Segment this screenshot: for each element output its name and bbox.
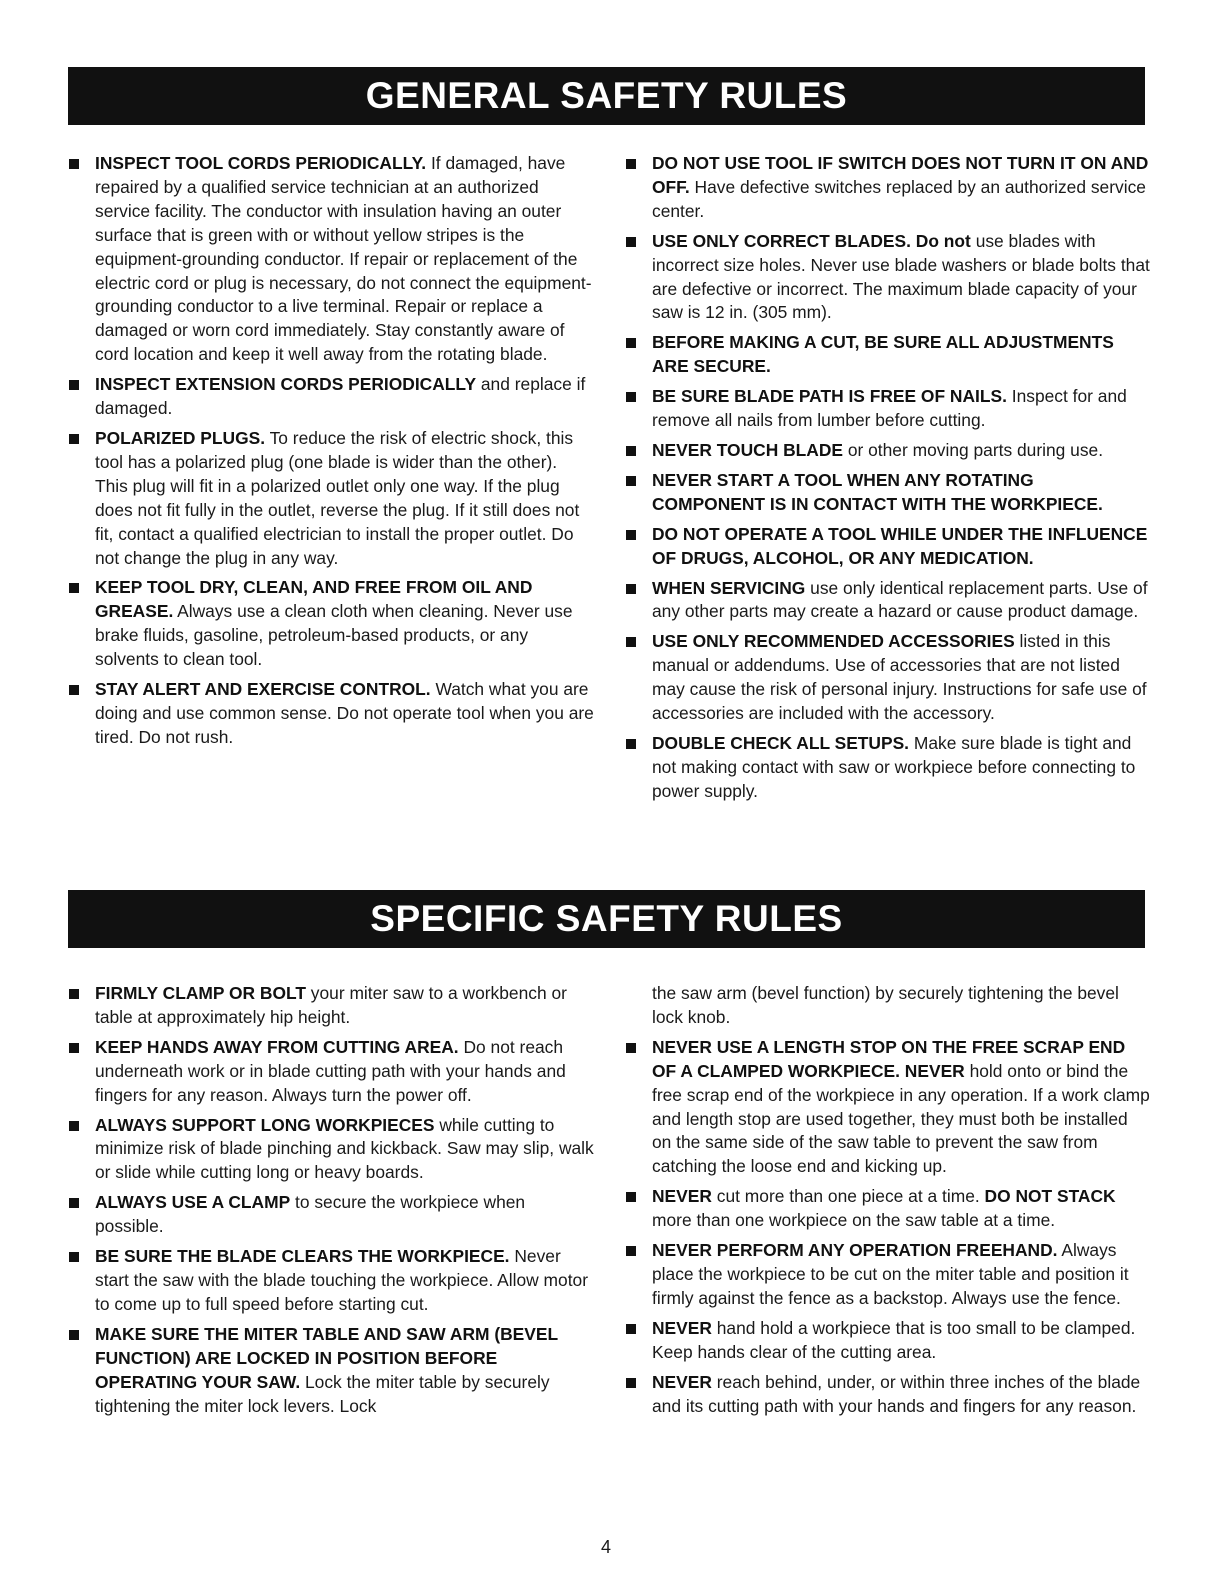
rule-item [64,373,594,421]
rule-item [621,1036,1151,1179]
bullet-icon [626,530,636,540]
rule-item [64,678,594,750]
bullet-icon [69,989,79,999]
rule-item [621,732,1151,804]
rule-text: use blades with incorrect size holes. Never use blade washers or blade bolts that are defective or incorrect. The maximum blade capacity of your saw is 12 in. (305 mm). [652,230,1150,323]
rule-heading: POLARIZED PLUGS. [95,427,266,448]
rule-text: To reduce the risk of electric shock, this tool has a polarized plug (one blade is wider than the other). This plug will fit in a polarized outlet only one way. If the plug does not fit fully in the outlet, reverse the plug. If it still does not fit, contact a qualified electrician to install the proper outlet. Do not change the plug in any way. [95,427,580,568]
bullet-icon [626,637,636,647]
rule-heading: BE SURE BLADE PATH IS FREE OF NAILS. [652,386,1007,407]
rule-item [64,1323,594,1419]
rule-heading: USE ONLY RECOMMENDED ACCESSORIES [652,631,1015,652]
rule-text: Have defective switches replaced by an authorized service center. [652,176,1146,221]
rule-continuation-text: the saw arm (bevel function) by securely tightening the bevel lock knob. [652,983,1119,1027]
bullet-icon [626,159,636,169]
rule-heading: NEVER PERFORM ANY OPERATION FREEHAND. [652,1240,1058,1261]
rule-text: and replace if damaged. [95,374,586,419]
rule-text: Never start the saw with the blade touching the workpiece. Allow motor to come up to full speed before starting cut. [95,1246,588,1314]
rule-item [64,576,594,672]
rule-heading: USE ONLY CORRECT BLADES. Do not [652,230,971,251]
rule-item [621,630,1151,726]
bullet-icon [69,1198,79,1208]
bullet-icon [626,1246,636,1256]
rule-item [64,427,594,570]
rule-text: while cutting to minimize risk of blade pinching and kickback. Saw may slip, walk or slide while cutting long or heavy boards. [95,1114,594,1183]
rule-heading: KEEP HANDS AWAY FROM CUTTING AREA. [95,1036,459,1057]
bullet-icon [626,584,636,594]
rule-item [64,1036,594,1108]
bullet-icon [626,446,636,456]
rule-text: your miter saw to a workbench or table at approximately hip height. [95,983,567,1027]
rule-heading: INSPECT EXTENSION CORDS PERIODICALLY [95,374,477,395]
bullet-icon [626,1192,636,1202]
rule-heading: NEVER [652,1317,712,1338]
rule-item [621,230,1151,326]
rule-item [621,469,1151,517]
bullet-icon [69,583,79,593]
bullet-icon [626,476,636,486]
rule-text: hand hold a workpiece that is too small to be clamped. Keep hands clear of the cutting area. [652,1317,1136,1362]
rule-item [64,982,594,1030]
general-safety-rules-banner: GENERAL SAFETY RULES [68,67,1145,125]
bullet-icon [626,1043,636,1053]
bullet-icon [69,685,79,695]
rule-text: Make sure blade is tight and not making contact with saw or workpiece before connecting to power supply. [652,732,1136,801]
rule-text: Always place the workpiece to be cut on the miter table and position it firmly against the fence as a backstop. Always use the fence. [652,1240,1129,1308]
bullet-icon [626,739,636,749]
rule-text: or other moving parts during use. [843,439,1104,460]
rule-heading: FIRMLY CLAMP OR BOLT [95,983,306,1003]
rule-item [621,439,1151,463]
rule-item [621,1317,1151,1365]
rule-heading: BE SURE THE BLADE CLEARS THE WORKPIECE. [95,1246,510,1267]
rule-heading-secondary: DO NOT STACK [984,1186,1116,1207]
rule-text: Watch what you are doing and use common sense. Do not operate tool when you are tired. Do not rush. [95,679,594,747]
rule-heading: MAKE SURE THE MITER TABLE AND SAW ARM (BEVEL FUNCTION) ARE LOCKED IN POSITION BEFORE OPERATING YOUR SAW. [95,1323,558,1392]
rule-item [621,385,1151,433]
rule-text: use only identical replacement parts. Use of any other parts may create a hazard or cause product damage. [652,577,1148,622]
bullet-icon [626,338,636,348]
bullet-icon [69,1043,79,1053]
bullet-icon [69,380,79,390]
rule-heading: DO NOT OPERATE A TOOL WHILE UNDER THE INFLUENCE OF DRUGS, ALCOHOL, OR ANY MEDICATION. [652,523,1148,568]
rule-text: listed in this manual or addendums. Use of accessories that are not listed may cause the risk of personal injury. Instructions for safe use of accessories are included with the accessory. [652,631,1147,724]
bullet-icon [69,1252,79,1262]
rule-item [621,523,1151,571]
rule-item [621,1239,1151,1311]
rule-heading: INSPECT TOOL CORDS PERIODICALLY. [95,153,427,173]
specific-rules-left-column [64,982,594,1424]
rule-text: reach behind, under, or within three inches of the blade and its cutting path with your hands and fingers for any reason. [652,1371,1141,1416]
rule-item [64,1245,594,1317]
bullet-icon [69,1330,79,1340]
rule-item [621,331,1151,379]
bullet-icon [626,1324,636,1334]
rule-item [621,1185,1151,1233]
rule-heading: ALWAYS SUPPORT LONG WORKPIECES [95,1114,435,1135]
rule-item [64,152,594,367]
specific-safety-rules-banner: SPECIFIC SAFETY RULES [68,890,1145,948]
rule-heading: ALWAYS USE A CLAMP [95,1192,291,1213]
rule-heading: NEVER TOUCH BLADE [652,439,843,460]
rule-heading: NEVER [652,1186,712,1207]
bullet-icon [626,237,636,247]
rule-heading: WHEN SERVICING [652,577,806,598]
rule-text: Always use a clean cloth when cleaning. Never use brake fluids, gasoline, petroleum-based products, or any solvents to clean tool. [95,601,573,670]
rule-item [64,1114,594,1186]
rule-heading: NEVER [652,1371,712,1392]
rule-item [64,1191,594,1239]
rule-text: hold onto or bind the free scrap end of the workpiece in any operation. If a work clamp and length stop are used together, they must both be installed on the same side of the saw table to prevent the saw from catching the loose end and kicking up. [652,1060,1150,1177]
rule-text: If damaged, have repaired by a qualified service technician at an authorized service facility. The conductor with insulation having an outer surface that is green with or without yellow stripes is the equipment-grounding conductor. If repair or replacement of the electric cord or plug is necessary, do not connect the equipment-grounding conductor to a live terminal. Repair or replace a damaged or worn cord immediately. Stay constantly aware of cord location and keep it well away from the rotating blade. [95,153,592,365]
rule-item [621,577,1151,625]
rule-heading: NEVER START A TOOL WHEN ANY ROTATING COMPONENT IS IN CONTACT WITH THE WORKPIECE. [652,469,1103,514]
rule-item [621,1371,1151,1419]
bullet-icon [626,392,636,402]
rule-heading: NEVER USE A LENGTH STOP ON THE FREE SCRAP END OF A CLAMPED WORKPIECE. NEVER [652,1036,1126,1081]
bullet-icon [69,1121,79,1131]
bullet-icon [69,159,79,169]
rule-heading: DO NOT USE TOOL IF SWITCH DOES NOT TURN IT ON AND OFF. [652,153,1149,197]
rule-text: Inspect for and remove all nails from lumber before cutting. [652,386,1127,431]
bullet-icon [626,1378,636,1388]
general-rules-right-column [621,152,1151,810]
rule-heading: STAY ALERT AND EXERCISE CONTROL. [95,679,431,700]
rule-heading: DOUBLE CHECK ALL SETUPS. [652,732,910,753]
rule-text: Lock the miter table by securely tightening the miter lock levers. Lock [95,1371,550,1416]
rule-item [621,152,1151,224]
rule-text: cut more than one piece at a time. [711,1186,985,1207]
rule-text-secondary: more than one workpiece on the saw table at a time. [652,1210,1056,1231]
rule-heading: BEFORE MAKING A CUT, BE SURE ALL ADJUSTMENTS ARE SECURE. [652,332,1114,377]
rule-text: Do not reach underneath work or in blade cutting path with your hands and fingers for any reason. Always turn the power off. [95,1036,566,1105]
page-number: 4 [600,1537,611,1557]
general-rules-left-column [64,152,594,756]
bullet-icon [69,434,79,444]
specific-rules-right-column [621,982,1151,1424]
rule-heading: KEEP TOOL DRY, CLEAN, AND FREE FROM OIL AND GREASE. [95,577,533,622]
rule-text: to secure the workpiece when possible. [95,1192,526,1237]
